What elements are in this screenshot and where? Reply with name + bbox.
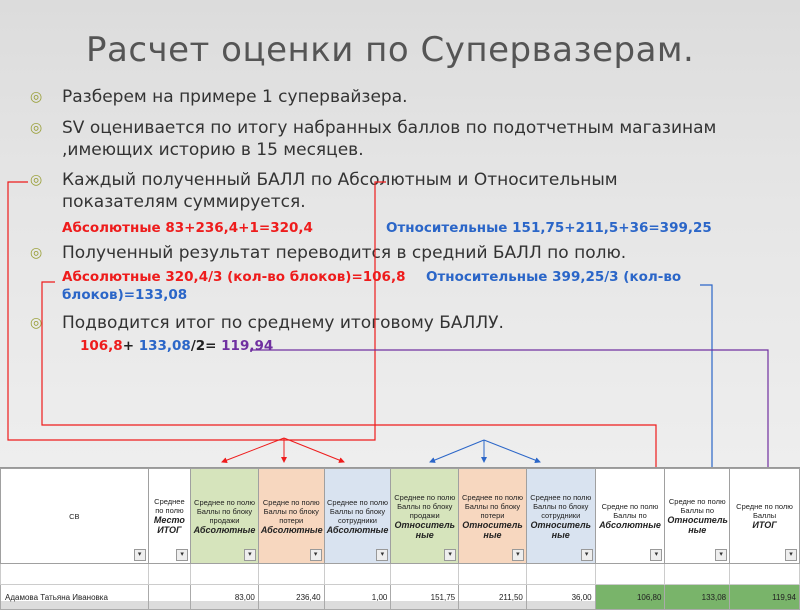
bullet-marker-icon: ◎ bbox=[30, 89, 43, 105]
col-avg-rel[interactable]: Средне по полю Баллы по Относитель ные ▾ bbox=[665, 469, 730, 564]
bullet-1-text: Разберем на примере 1 супервайзера. bbox=[62, 87, 408, 107]
header-row bbox=[1, 469, 800, 564]
abs-sum-line: Абсолютные 83+236,4+1=320,4 bbox=[62, 220, 313, 236]
cell-abs-losses[interactable]: 236,40 bbox=[258, 585, 324, 610]
col-place[interactable]: Среднее по полю Место ИТОГ ▾ bbox=[148, 469, 190, 564]
cell-rel-sales[interactable]: 151,75 bbox=[391, 585, 459, 610]
red-fan-1 bbox=[222, 438, 284, 462]
cell-avg-total[interactable]: 119,94 bbox=[730, 585, 800, 610]
col-avg-total[interactable]: Средне по полю Баллы ИТОГ ▾ bbox=[730, 469, 800, 564]
total-div: /2= bbox=[190, 338, 217, 354]
filter-dropdown-icon[interactable]: ▾ bbox=[581, 549, 593, 561]
filter-dropdown-icon[interactable]: ▾ bbox=[512, 549, 524, 561]
rel-avg-line-2: блоков)=133,08 bbox=[62, 287, 188, 303]
cell-sv-name[interactable]: Адамова Татьяна Ивановка bbox=[1, 585, 149, 610]
col-rel-staff[interactable]: Среднее по полю Баллы по блоку сотрудники Относитель ные ▾ bbox=[526, 469, 595, 564]
cell-avg-abs[interactable]: 106,80 bbox=[595, 585, 665, 610]
filter-dropdown-icon[interactable]: ▾ bbox=[134, 549, 146, 561]
bullet-3-text: Каждый полученный БАЛЛ по Абсолютным и Относительным показателям суммируется. bbox=[62, 170, 618, 212]
blue-fan-3 bbox=[484, 440, 540, 462]
excel-table bbox=[0, 467, 800, 601]
filter-dropdown-icon[interactable]: ▾ bbox=[650, 549, 662, 561]
cell-rel-losses[interactable]: 211,50 bbox=[459, 585, 527, 610]
filter-dropdown-icon[interactable]: ▾ bbox=[715, 549, 727, 561]
filter-dropdown-icon[interactable]: ▾ bbox=[244, 549, 256, 561]
rel-avg-line-1: Относительные 399,25/3 (кол-во bbox=[426, 269, 682, 285]
bullet-marker-icon: ◎ bbox=[30, 245, 43, 261]
total-rel: 133,08 bbox=[134, 338, 191, 354]
bullet-2-text: SV оценивается по итогу набранных баллов по подотчетным магазинам ,имеющих историю в 15 месяцев. bbox=[62, 118, 717, 160]
table-row bbox=[1, 585, 800, 610]
score-table bbox=[0, 468, 800, 610]
bullet-marker-icon: ◎ bbox=[30, 120, 43, 136]
filter-dropdown-icon[interactable]: ▾ bbox=[785, 549, 797, 561]
col-avg-abs[interactable]: Средне по полю Баллы по Абсолютные ▾ bbox=[595, 469, 665, 564]
filter-dropdown-icon[interactable]: ▾ bbox=[376, 549, 388, 561]
cell-rel-staff[interactable]: 36,00 bbox=[526, 585, 595, 610]
cell-abs-sales[interactable]: 83,00 bbox=[191, 585, 259, 610]
bullet-marker-icon: ◎ bbox=[30, 172, 43, 188]
blue-fan-1 bbox=[430, 440, 484, 462]
rel-sum-line: Относительные 151,75+211,5+36=399,25 bbox=[386, 220, 712, 236]
bullet-marker-icon: ◎ bbox=[30, 315, 43, 331]
filter-dropdown-icon[interactable]: ▾ bbox=[310, 549, 322, 561]
col-abs-losses[interactable]: Средне по полю Баллы по блоку потери Абсолютные ▾ bbox=[258, 469, 324, 564]
total-result: 119,94 bbox=[216, 338, 274, 354]
cell-avg-rel[interactable]: 133,08 bbox=[665, 585, 730, 610]
red-fan-3 bbox=[284, 438, 344, 462]
abs-avg-line: Абсолютные 320,4/3 (кол-во блоков)=106,8 bbox=[62, 269, 406, 285]
bullet-4-text: Полученный результат переводится в средний БАЛЛ по полю. bbox=[62, 243, 627, 263]
filter-dropdown-icon[interactable]: ▾ bbox=[444, 549, 456, 561]
col-abs-staff[interactable]: Среднее по полю Баллы по блоку сотрудники Абсолютные ▾ bbox=[324, 469, 391, 564]
total-abs: 106,8 bbox=[80, 338, 123, 354]
cell-place[interactable] bbox=[148, 585, 190, 610]
col-sv[interactable]: СВ ▾ bbox=[1, 469, 149, 564]
slide-title: Расчет оценки по Супервазерам. bbox=[86, 30, 695, 70]
col-rel-sales[interactable]: Среднее по полю Баллы по блоку продажи Относитель ные ▾ bbox=[391, 469, 459, 564]
total-plus: + bbox=[122, 338, 135, 354]
cell-abs-staff[interactable]: 1,00 bbox=[324, 585, 391, 610]
col-abs-sales[interactable]: Среднее по полю Баллы по блоку продажи Абсолютные ▾ bbox=[191, 469, 259, 564]
filter-dropdown-icon[interactable]: ▾ bbox=[176, 549, 188, 561]
bullet-5-text: Подводится итог по среднему итоговому БАЛЛУ. bbox=[62, 313, 504, 333]
red-connector-sum bbox=[8, 182, 386, 440]
spacer-row bbox=[1, 564, 800, 585]
col-rel-losses[interactable]: Среднее по полю Баллы по блоку потери Относитель ные ▾ bbox=[459, 469, 527, 564]
